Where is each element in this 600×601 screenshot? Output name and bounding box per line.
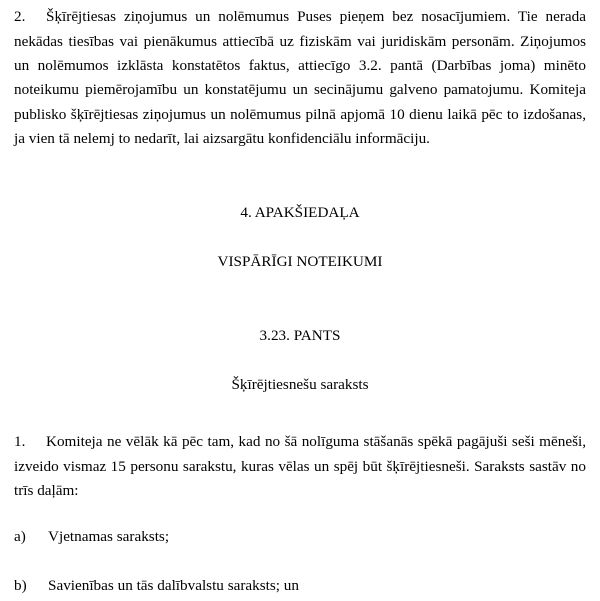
subsection-heading: 4. APAKŠIEDAĻA xyxy=(240,204,360,221)
list-item-b-letter: b) xyxy=(14,577,27,594)
list-item-a-text: Vjetnamas saraksts; xyxy=(48,528,170,545)
subsection-title: VISPĀRĪGI NOTEIKUMI xyxy=(217,253,383,270)
list-item-a xyxy=(14,527,169,547)
article-heading: 3.23. PANTS xyxy=(259,327,341,344)
list-item-b xyxy=(14,576,299,596)
paragraph-2-number: 2. xyxy=(14,8,26,26)
paragraph-1 xyxy=(14,430,586,503)
paragraph-1-text: Komiteja ne vēlāk kā pēc tam, kad no šā nolīguma stāšanās spēkā pagājuši seši mēneši, izveido vismaz 15 personu sarakstu, kuras vēlas un spēj būt šķīrējtiesneši. Saraksts sastāv no trīs daļām: xyxy=(14,433,586,499)
paragraph-1-number: 1. xyxy=(14,433,26,451)
paragraph-2-text: Šķīrējtiesas ziņojumus un nolēmumus Puses pieņem bez nosacījumiem. Tie nerada nekādas tiesības vai pienākumus attiecībā uz fiziskām vai juridiskām personām. Ziņojumos un nolēmumos izklāsta konstatētos faktus, attiecīgo 3.2. pantā (Darbības joma) minēto noteikumu piemērojamību un konstatējumu un secinājumu galveno pamatojumu. Komiteja publisko šķīrējtiesas ziņojumus un nolēmumus pilnā apjomā 10 dienu laikā pēc to izdošanas, ja vien tā nelemj to nedarīt, lai aizsargātu konfidenciālu informāciju. xyxy=(14,8,586,148)
paragraph-2 xyxy=(14,5,586,151)
list-item-a-letter: a) xyxy=(14,528,26,545)
article-title: Šķīrējtiesnešu saraksts xyxy=(231,376,369,393)
list-item-b-text: Savienības un tās dalībvalstu saraksts; un xyxy=(48,577,299,594)
